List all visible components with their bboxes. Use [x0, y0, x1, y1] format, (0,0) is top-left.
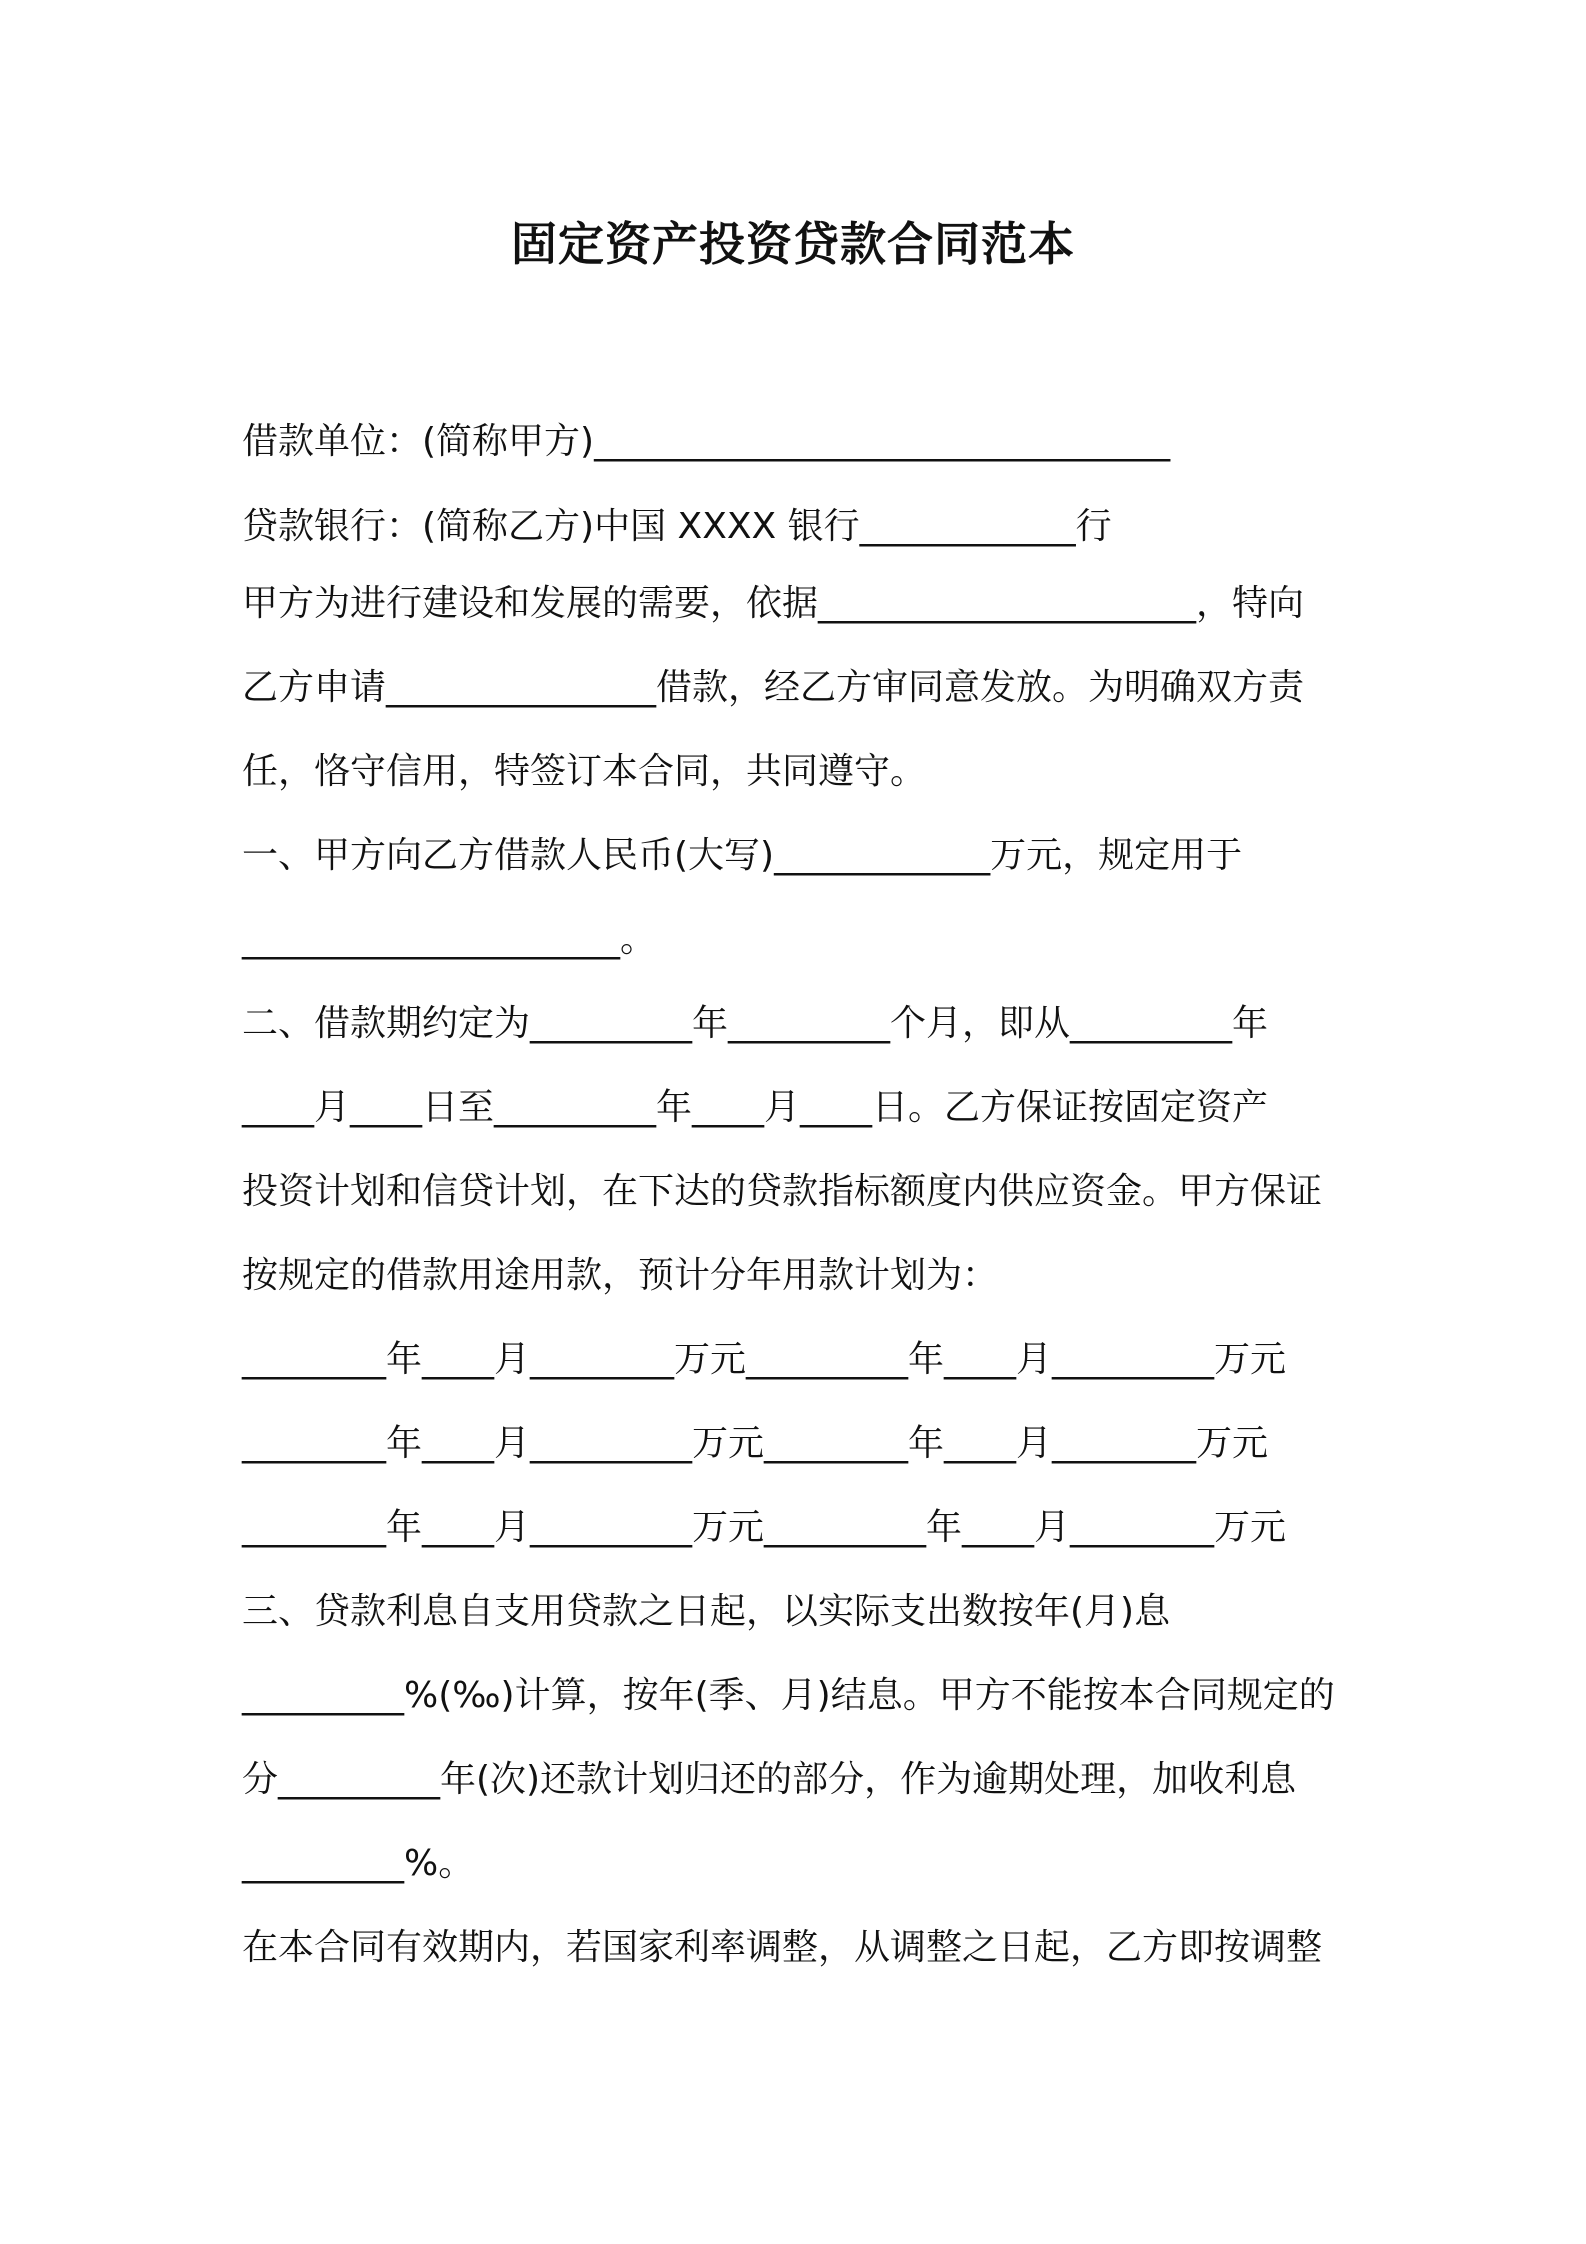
clause-3-line-3: 分_________年(次)还款计划归还的部分，作为逾期处理，加收利息 — [242, 1759, 1297, 1800]
lender-bank-line: 贷款银行：(简称乙方)中国 XXXX 银行____________行 — [242, 506, 1112, 547]
document-title: 固定资产投资贷款合同范本 — [511, 217, 1075, 271]
plan-row-2: ________年____月_________万元________年____月________万元 — [242, 1423, 1268, 1464]
clause-1-line-1: 一、甲方向乙方借款人民币(大写)____________万元，规定用于 — [242, 835, 1243, 876]
plan-row-1: ________年____月________万元_________年____月_________万元 — [242, 1339, 1286, 1380]
clause-2-line-4: 按规定的借款用途用款，预计分年用款计划为： — [242, 1255, 999, 1296]
clause-2-line-3: 投资计划和信贷计划，在下达的贷款指标额度内供应资金。甲方保证 — [242, 1171, 1323, 1212]
clause-2-line-1: 二、借款期约定为_________年_________个月，即从_________年 — [242, 1003, 1269, 1044]
preamble-line-3: 任，恪守信用，特签订本合同，共同遵守。 — [242, 751, 927, 792]
preamble-line-1: 甲方为进行建设和发展的需要，依据_____________________，特向 — [242, 583, 1305, 624]
preamble-line-2: 乙方申请_______________借款，经乙方审同意发放。为明确双方责 — [242, 667, 1305, 708]
clause-3-line-1: 三、贷款利息自支用贷款之日起，以实际支出数按年(月)息 — [242, 1591, 1171, 1632]
clause-3-line-4: _________%。 — [242, 1843, 475, 1884]
plan-row-3: ________年____月_________万元_________年____月________万元 — [242, 1507, 1286, 1548]
borrower-line: 借款单位：(简称甲方)________________________________ — [242, 421, 1171, 462]
clause-2-line-2: ____月____日至_________年____月____日。乙方保证按固定资产 — [242, 1087, 1269, 1128]
rate-adjustment-line: 在本合同有效期内，若国家利率调整，从调整之日起，乙方即按调整 — [242, 1927, 1323, 1968]
clause-3-line-2: _________%(‰)计算，按年(季、月)结息。甲方不能按本合同规定的 — [242, 1675, 1335, 1716]
clause-1-line-2: _____________________。 — [242, 919, 656, 960]
